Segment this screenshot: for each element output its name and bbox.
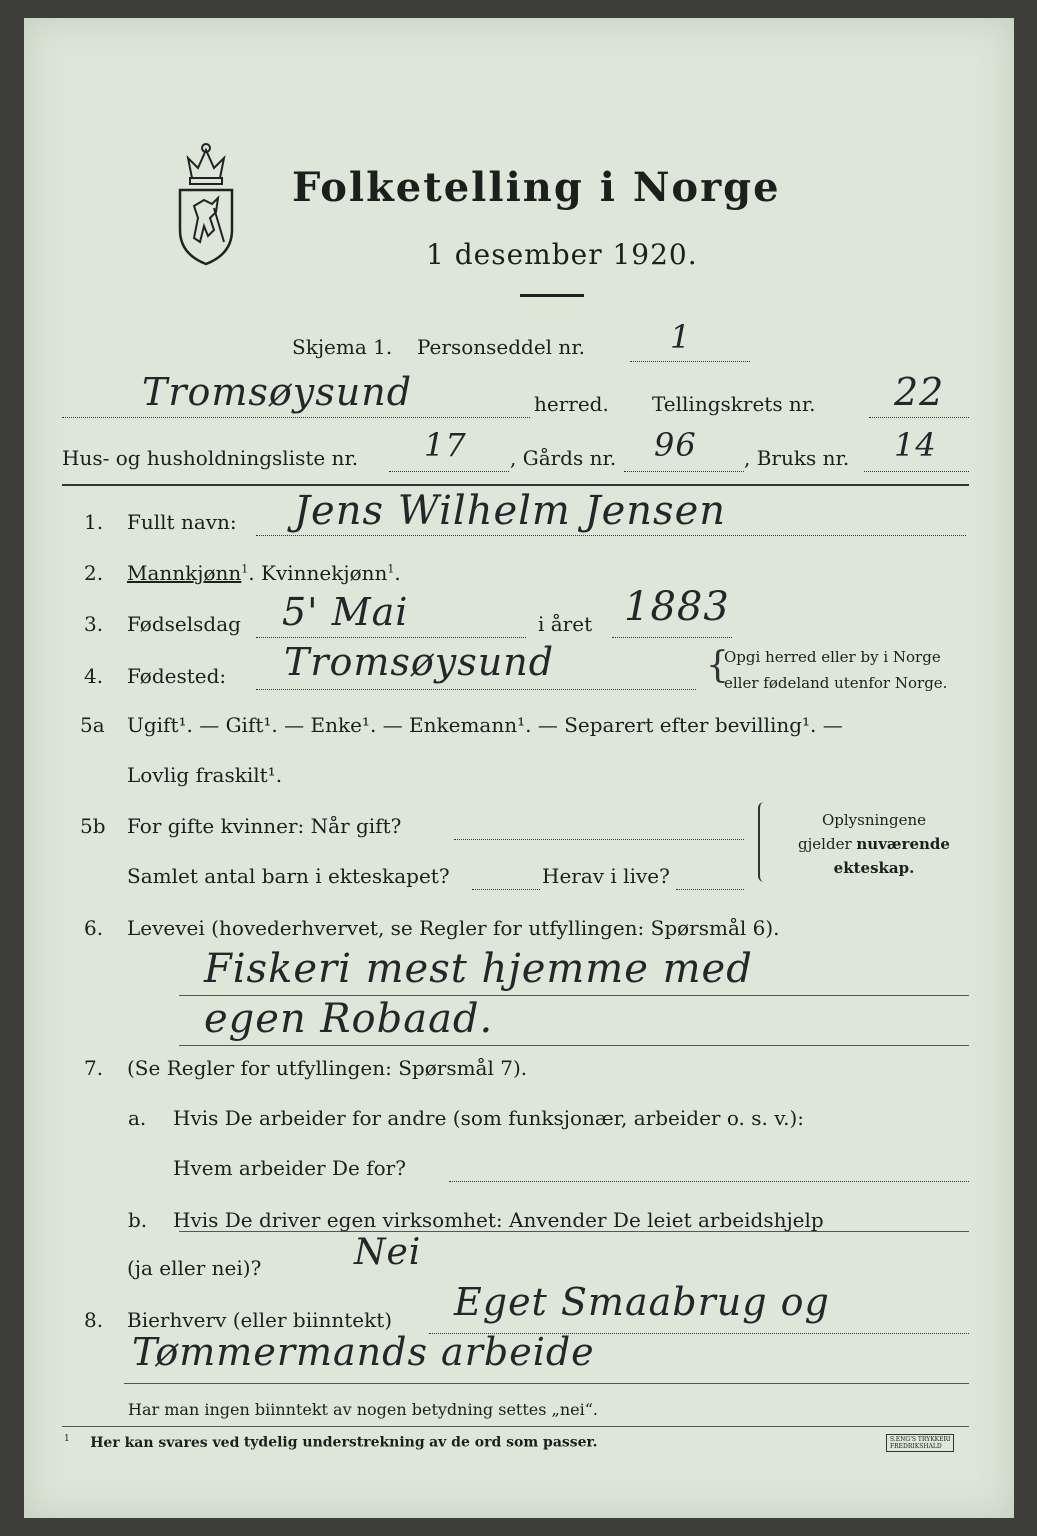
- occupation-value-line2[interactable]: egen Robaad.: [204, 996, 494, 1042]
- personseddel-line: [630, 360, 750, 362]
- full-name-value[interactable]: Jens Wilhelm Jensen: [294, 488, 727, 534]
- q7a-letter: a.: [128, 1106, 147, 1130]
- gender-options: [127, 561, 401, 585]
- tellingskrets-value[interactable]: 22: [894, 370, 945, 414]
- separator: .: [248, 561, 255, 585]
- title-divider: [520, 294, 584, 297]
- q7b-letter: b.: [128, 1208, 148, 1232]
- footnote-mark: 1: [64, 1434, 70, 1444]
- footnote: [64, 1434, 598, 1451]
- census-date: 1 desember 1920.: [426, 238, 698, 271]
- q7-number: 7.: [84, 1056, 104, 1080]
- q8-line2: [124, 1382, 969, 1384]
- q7a-question: Hvem arbeider De for?: [173, 1156, 406, 1180]
- marital-status-options-2[interactable]: Lovlig fraskilt¹.: [127, 763, 283, 787]
- side-income-value-line2[interactable]: Tømmermands arbeide: [132, 1330, 595, 1374]
- herred-line: [62, 416, 530, 418]
- q6-label: Levevei (hovederhvervet, se Regler for utfyllingen: Spørsmål 6).: [127, 916, 780, 940]
- q4-note-brace: {: [706, 645, 729, 686]
- marital-status-options[interactable]: Ugift¹. — Gift¹. — Enke¹. — Enkemann¹. — Separert efter bevilling¹. —: [127, 713, 843, 737]
- census-form: [24, 18, 1014, 1518]
- footnote-mark: 1: [241, 562, 249, 576]
- footer-note: Har man ingen biinntekt av nogen betydning settes „nei“.: [128, 1400, 598, 1419]
- q5b-note-line2a: gjelder: [798, 835, 852, 853]
- q1-label: Fullt navn:: [127, 510, 237, 534]
- q6-line2: [179, 1044, 969, 1046]
- q7b-value[interactable]: Nei: [354, 1232, 422, 1273]
- footer-divider: [62, 1426, 969, 1427]
- q7b-text: Hvis De driver egen virksomhet: Anvender De leiet arbeidshjelp: [173, 1208, 824, 1232]
- q5b-brace: [758, 802, 768, 882]
- birthplace-value[interactable]: Tromsøysund: [284, 640, 555, 684]
- q4-number: 4.: [84, 664, 104, 688]
- q5b-note-line2b: nuværende: [856, 835, 950, 853]
- q3-year-line: [612, 636, 732, 638]
- q5b-married-when-line[interactable]: [454, 838, 744, 840]
- side-income-value-line1[interactable]: Eget Smaabrug og: [454, 1280, 830, 1324]
- q4-note-line2: eller fødeland utenfor Norge.: [724, 674, 948, 692]
- norway-coat-of-arms-icon: [174, 138, 238, 268]
- q4-label: Fødested:: [127, 664, 227, 688]
- personseddel-label: Personseddel nr.: [417, 335, 586, 359]
- gards-label: , Gårds nr.: [510, 446, 617, 470]
- q5b-children-label: Samlet antal barn i ekteskapet?: [127, 864, 450, 888]
- footnote-text-b: tydelig understrekning: [243, 1434, 425, 1451]
- q5b-note-line1: Oplysningene: [821, 811, 926, 829]
- q6-number: 6.: [84, 916, 104, 940]
- footnote-mark: 1: [387, 562, 395, 576]
- gender-male[interactable]: Mannkjønn: [127, 561, 242, 585]
- q5b-note-line2: [784, 832, 964, 856]
- hus-value[interactable]: 17: [424, 426, 467, 464]
- q3-label: Fødselsdag: [127, 612, 241, 636]
- skjema-label: Skjema 1.: [292, 335, 393, 359]
- hus-line: [389, 470, 509, 472]
- q5b-children-line[interactable]: [472, 888, 540, 890]
- q5b-note-line3: ekteskap.: [833, 859, 915, 877]
- printer-stamp-line2: FREDRIKSHALD: [890, 1443, 942, 1450]
- bruks-value[interactable]: 14: [894, 426, 937, 464]
- q4-note-line1: Opgi herred eller by i Norge: [724, 648, 941, 666]
- q3-year-label: i året: [538, 612, 593, 636]
- header-divider: [62, 484, 969, 486]
- q5b-married-when-label: For gifte kvinner: Når gift?: [127, 814, 402, 838]
- hus-label: Hus- og husholdningsliste nr.: [62, 446, 359, 470]
- q7a-line1[interactable]: [449, 1180, 969, 1182]
- herred-label: herred.: [534, 392, 609, 416]
- q5b-alive-label: Herav i live?: [542, 864, 670, 888]
- occupation-value-line1[interactable]: Fiskeri mest hjemme med: [204, 946, 753, 992]
- q3-number: 3.: [84, 612, 104, 636]
- herred-value[interactable]: Tromsøysund: [142, 370, 413, 414]
- printer-stamp-line1: S.ENG'S TRYKKERI: [890, 1436, 951, 1443]
- tellingskrets-line: [869, 416, 969, 418]
- q3-day-line: [256, 636, 526, 638]
- q7a-text: Hvis De arbeider for andre (som funksjonær, arbeider o. s. v.):: [173, 1106, 805, 1130]
- footnote-text-c: av de ord som passer.: [429, 1434, 598, 1451]
- birth-day-value[interactable]: 5' Mai: [282, 590, 409, 634]
- printer-stamp: [886, 1434, 954, 1452]
- bruks-line: [864, 470, 969, 472]
- q8-number: 8.: [84, 1308, 104, 1332]
- separator: .: [394, 561, 401, 585]
- gards-line: [624, 470, 744, 472]
- q2-number: 2.: [84, 561, 104, 585]
- footnote-text-a: Her kan svares ved: [90, 1434, 240, 1451]
- personseddel-value[interactable]: 1: [670, 318, 692, 356]
- q7-label: (Se Regler for utfyllingen: Spørsmål 7).: [127, 1056, 528, 1080]
- q4-line: [256, 688, 696, 690]
- q1-line: [256, 534, 966, 536]
- form-title: Folketelling i Norge: [292, 164, 781, 211]
- q5b-alive-line[interactable]: [676, 888, 744, 890]
- q8-label: Bierhverv (eller biinntekt): [127, 1308, 393, 1332]
- bruks-label: , Bruks nr.: [744, 446, 850, 470]
- q7b-question: (ja eller nei)?: [127, 1256, 262, 1280]
- q5a-number: 5a: [80, 713, 105, 737]
- tellingskrets-label: Tellingskrets nr.: [652, 392, 816, 416]
- birth-year-value[interactable]: 1883: [624, 584, 730, 630]
- q5b-number: 5b: [80, 814, 106, 838]
- gender-female[interactable]: Kvinnekjønn: [261, 561, 388, 585]
- q1-number: 1.: [84, 510, 104, 534]
- gards-value[interactable]: 96: [654, 426, 697, 464]
